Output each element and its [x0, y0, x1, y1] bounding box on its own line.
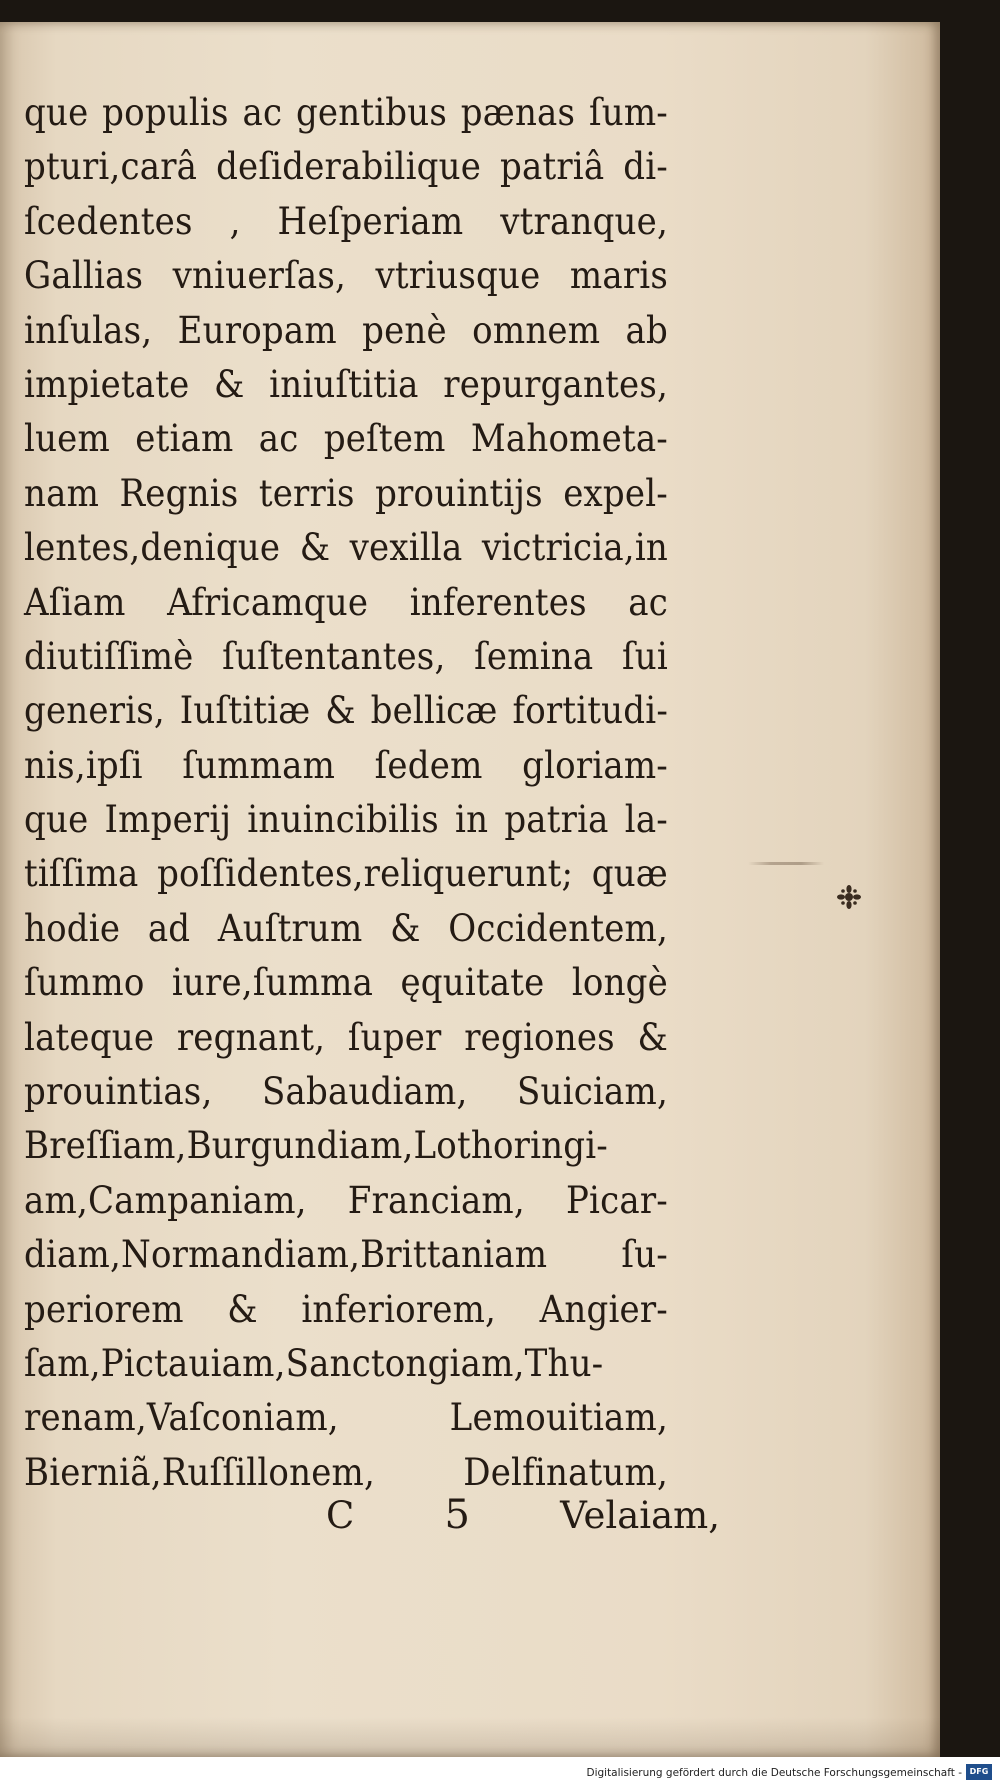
text-line: am,Campaniam, Franciam, Picar- — [24, 1178, 668, 1222]
text-line: Bierniã,Ruſſillonem, Delfinatum, — [24, 1450, 668, 1494]
catchword: Velaiam, — [560, 1494, 720, 1537]
text-line: generis, Iuſtitiæ & bellicæ fortitudi- — [24, 689, 668, 733]
text-line: tiſſima poſſidentes,reliquerunt; quæ — [24, 852, 668, 896]
text-line: lateque regnant, ſuper regiones & — [24, 1015, 668, 1059]
text-line: pturi,carâ deſiderabilique patriâ di- — [24, 145, 668, 189]
text-line: periorem & inferiorem, Angier- — [24, 1287, 668, 1331]
text-line: prouintias, Sabaudiam, Suiciam, — [24, 1070, 668, 1114]
text-line: ſam,Pictauiam,Sanctongiam,Thu- — [24, 1341, 604, 1385]
text-line: impietate & iniuſtitia repurgantes, — [24, 362, 668, 406]
text-line: ſummo iure,ſumma ęquitate longè — [24, 961, 668, 1005]
text-line: lentes,denique & vexilla victricia,in — [24, 526, 668, 570]
text-line: ſcedentes , Heſperiam vtranque, — [24, 199, 668, 243]
dfg-logo: DFG — [966, 1764, 992, 1780]
fleuron-icon — [834, 882, 864, 912]
signature-number: 5 — [444, 1492, 470, 1538]
funding-credit: Digitalisierung gefördert durch die Deutsche Forschungsgemeinschaft - — [586, 1767, 962, 1779]
text-line: que Imperij inuincibilis in patria la- — [24, 798, 668, 842]
text-line: diutiſſimè ſuſtentantes, ſemina ſui — [24, 634, 668, 678]
text-line: nam Regnis terris prouintijs expel- — [24, 471, 668, 515]
text-line: que populis ac gentibus pænas ſum- — [24, 91, 668, 134]
text-line: Gallias vniuerſas, vtriusque maris — [24, 254, 668, 298]
text-line: inſulas, Europam penè omnem ab — [24, 308, 668, 352]
text-line: nis,ipſi ſummam ſedem gloriam- — [24, 743, 668, 787]
text-line: luem etiam ac peſtem Mahometa- — [24, 417, 668, 461]
book-page — [0, 22, 940, 1757]
text-line: diam,Normandiam,Brittaniam ſu- — [24, 1233, 668, 1277]
footer-bar — [0, 1757, 1000, 1785]
text-line: Breſſiam,Burgundiam,Lothoringi- — [24, 1124, 608, 1168]
margin-stroke — [748, 862, 824, 865]
signature-mark: C — [326, 1494, 355, 1537]
body-text — [24, 86, 724, 1500]
text-line: Aſiam Africamque inferentes ac — [24, 580, 668, 624]
text-line: hodie ad Auſtrum & Occidentem, — [24, 906, 668, 950]
signature-line — [326, 1492, 720, 1546]
text-line: renam,Vaſconiam, Lemouitiam, — [24, 1396, 668, 1440]
